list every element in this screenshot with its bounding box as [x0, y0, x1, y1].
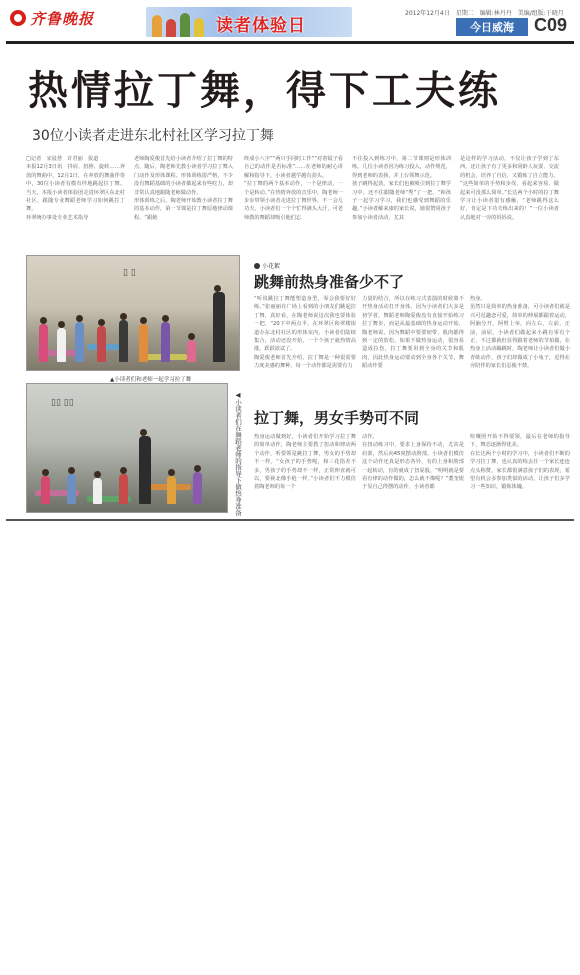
header-divider — [6, 41, 574, 44]
photo-warmup — [26, 383, 228, 513]
child-figure — [97, 326, 106, 362]
warmup-column: 力量的结合，所以在练习式表演的时候离不开热身活动打开身体，因为小读者们大多是初学者，舞蹈老师陶爱俊没有直接开始练习拉丁舞步，而是从最基础的热身运动开始，陶老师说，因为舞蹈中要要韧带、肌肉都得到一定的放松，如果不做热身运动，很容易造成拉伤，拉丁舞要用到全身的关节和肌肉，因此热身运动要动到全身各个关节，舞蹈动作要 — [362, 296, 464, 370]
newspaper-page — [6, 5, 574, 519]
subheadline: 30位小读者走进东北村社区学习拉丁舞 — [32, 128, 274, 144]
child-figure — [39, 324, 48, 362]
page-bottom-rule — [6, 519, 574, 521]
page-number: C09 — [534, 15, 568, 35]
photo-caption: ▲小读者们和老师一起学习拉丁舞 — [110, 377, 192, 383]
child-figure — [119, 474, 128, 504]
banner-kid-figure — [180, 13, 190, 37]
wall-decoration: ▯▯ ▯▯ — [51, 398, 74, 408]
child-figure — [187, 340, 196, 362]
column-title: 读者体验日 — [216, 16, 306, 36]
gesture-column: 动作。 在扭动练习中，要求上身保持不动，尤其是肩部，然后向45度摆动胯部，小读者们模仿这个动作还真是形态各异，有的上身和胯部一起转动，有的就成了扭屁股，“明明就是要看有律的动作做的，怎么就不像呢？”董奎银于显自己得摆的动作，小读者都 — [362, 434, 464, 491]
sidebar-label — [254, 261, 280, 270]
child-figure — [119, 320, 128, 362]
section-label: 今日威海 — [456, 18, 528, 36]
warmup-column: “听说跳拉丁舞能塑造身型，零会我要好好练。”张丽丽在广场上看到的小朋友们跳起拉丁舞，真好看，在陶老师说这次我也要体验一把，“20下中两点半，在环翠区和翠楼街道办东北村社区的形体室内，小读者们陆续集合，活动还没开始，一个个孩子就热情高涨，跃跃欲试了。 陶爱俊老师首先介绍，拉丁舞是一种很需要力度美感的舞种，每一个动作都是需要有力 — [254, 296, 356, 370]
teacher-figure — [139, 436, 151, 504]
child-figure — [161, 322, 170, 362]
masthead — [10, 7, 94, 29]
newspaper-logo-icon — [10, 10, 26, 26]
child-figure — [139, 324, 148, 362]
warmup-column: 热身。 虽然只是简单的热身准备，可小读者们就是兴可逗趣恋可爱，简单的伸展都跟着运动，阿脑分开，阿臂上举，向左右，左前，正前，前屈，小读者们做起来小跳有零有个正，不过都就但显得跟着老师的节拍做，在热身上活动蹦跳时，陶老师让小读者们做小青蛙动作，孩子们却做成了小兔子，逗得在旁陪伴的家长们忍俊不禁。 — [470, 296, 570, 370]
photo-class-dance — [26, 255, 240, 371]
child-figure — [93, 478, 102, 504]
child-figure — [75, 322, 84, 362]
article-column: □记者 宋晨慧 许君丽 报道 本报12月3日讯 抖肩、扭胯、旋转……奔放的舞曲中，12月1日，在奔放的舞曲伴奏中，30位小读者有模有样地跳起拉丁舞。当天，本报小读者体验团走进环翠区东北村社区，跟随专业舞蹈老师学习如何跳拉丁舞。 环翠统办事处专业艺术指导 — [26, 156, 125, 221]
article-column: 终成小八字”“两只手同时工作”“对着镜子看自己的动作是否标准”……在老师的耐心讲解和指导下，小读者越学越有劲头。 “拉丁舞的两个基本动作，一个是律动，一个是转动。”在热情奔放的音乐中，陶老师一步步带领小读者走进拉丁舞世界，不一会儿功夫，小读者们一个个忙得满头大汗，可老师教的舞蹈却吸引他们忘 — [244, 156, 343, 221]
child-figure — [67, 474, 76, 504]
bullet-icon — [254, 263, 260, 269]
article-column: 不住投入到练习中，第二节课则是形体训练。几位小读者因为练习投入，动作规范，得到老师的表扬，并上台领舞示范。 孩子跳得起劲，家长们也被吸引到拉丁舞学习中，还不住跟随老师“秀”了一把，“和孩子一起学习学习，我们也感受到舞蹈的乐趣。”小读者解来康的家长说，她很赞同孩子参加小读者活动，尤其 — [352, 156, 451, 221]
gesture-column: 喧嚷照开始不得要领，最后在老师的指导下，舞态逐渐得优美。 在长达两个小时的学习中，小读者们不断的学习拉丁舞，也认真的练丢任一个家长连连点头称赞，家长都很满意孩子们的表现，希望有机会多参加类似的活动，让孩子们多学习一些知识，锻炼体魄。 — [470, 434, 570, 491]
issue-meta: 2012年12月4日 星期二 编辑:林丹丹 美编/组版:于晓月 — [405, 10, 564, 17]
child-figure — [193, 472, 202, 504]
article-column: 是这样的学习活动，不仅让孩子学到了东西，还让孩子有了更多和同龄人玩耍、交流的机会，培养了自信，又锻炼了自立能力。 “这些简单的手势和步伐，看起来容易，做起来可没那么简单。”长达两个小时的拉丁舞学习让小读者很有感触，“老师跳得这么好，肯定是下功夫练出来的！”一位小读者认真地对一旁的妈妈说。 — [460, 156, 559, 221]
article-column: 老师陶爱俊首先给小读者介绍了拉丁舞的特点，随后，陶老师先教小读者学习拉丁舞入门动作及形体课程。形体训练很严格，不少没有舞蹈基础的小读者都起来有些吃力，却非常认真地跟随老师做动作。 形体训练之后，陶老师开始教小读者拉丁舞的基本动作，第一节课是拉丁舞原地律动课程。“跟她 — [134, 156, 233, 221]
teacher-figure — [213, 292, 225, 362]
section-heading-gesture: 拉丁舞，男女手势可不同 — [254, 409, 420, 427]
section-heading-warmup: 跳舞前热身准备少不了 — [254, 273, 405, 291]
banner-kid-figure — [194, 18, 204, 37]
banner-kid-figure — [152, 15, 162, 37]
newspaper-logo: 齐鲁晚报 — [30, 9, 95, 28]
child-figure — [57, 328, 66, 362]
headline: 热情拉丁舞，得下工夫练 — [28, 68, 501, 114]
child-figure — [41, 476, 50, 504]
photo-caption-vertical: ◀小读者们在舞蹈老师的指导下做热身准备 — [234, 391, 242, 516]
gesture-column: 热身运动做到好，小读者们开始学习拉丁舞的简单动作，陶老师主要教了扭动和律动两个动作，听要领是跳拉丁舞，男女的手势却不一样。“女孩子的手势呢，和三花指差不多，男孩子的手势却不一样，正常伸直就可以，要视北像手枪一样。”小读者们不力模仿着陶老师的每一个 — [254, 434, 356, 491]
sidebar-label-text: 小花絮 — [262, 263, 281, 270]
banner-kid-figure — [166, 19, 176, 37]
wall-decoration: ▯ ▯ — [123, 268, 136, 278]
child-figure — [167, 476, 176, 504]
column-banner — [146, 7, 352, 37]
